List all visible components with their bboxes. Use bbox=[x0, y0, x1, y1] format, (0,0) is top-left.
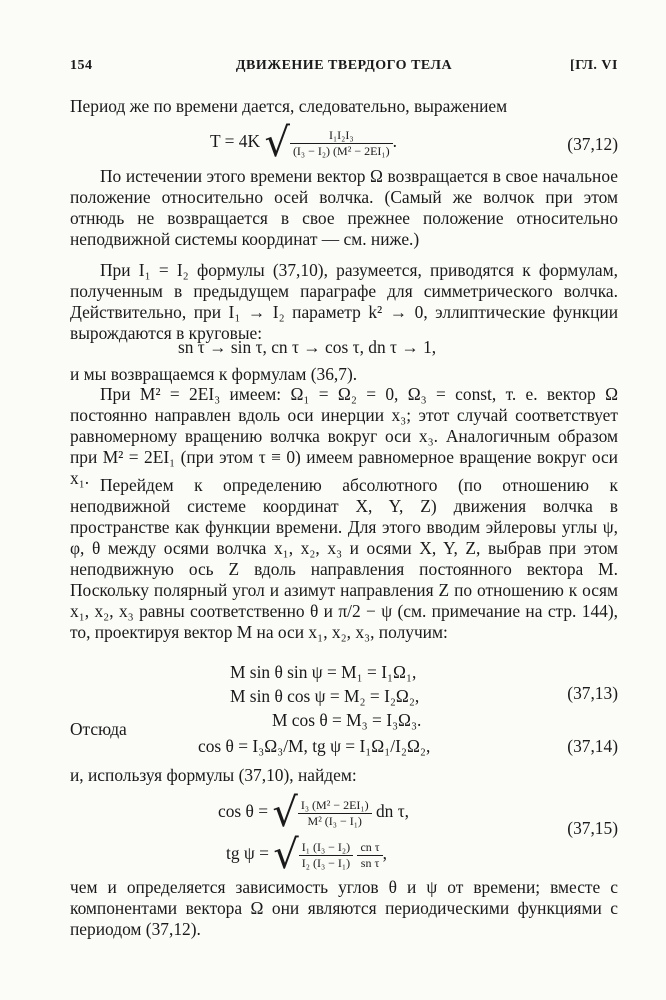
equation-number-37-15: (37,15) bbox=[567, 818, 618, 838]
paragraph-uniform-rotation: При M² = 2EI₃ имеем: Ω₁ = Ω₂ = 0, Ω₃ = const, т. е. вектор Ω постоянно направлен вдоль оси инерции x₃; этот случай соответствует равномерному вращению волчка вокруг оси x₃. Аналогичным образом при M² = 2EI₁ (при этом τ ≡ 0) имеем равномерное вращение вокруг оси x₁. bbox=[70, 384, 618, 488]
eq-37-15a-denominator: M² (I₃ − I₁) bbox=[307, 813, 362, 828]
eq-37-15a-fraction bbox=[298, 798, 372, 829]
equation-number-37-14: (37,14) bbox=[567, 736, 618, 756]
eq-37-15a-lhs: cos θ = bbox=[218, 801, 269, 821]
equation-degenerate: sn τ → sin τ, cn τ → cos τ, dn τ → 1, bbox=[178, 337, 437, 357]
chapter-label: [ГЛ. VI bbox=[570, 58, 618, 73]
paragraph-period: Период же по времени дается, следовательно, выражением bbox=[70, 96, 508, 116]
paragraph-symmetric: При I₁ = I₂ формулы (37,10), разумеется, приводятся к формулам, полученным в предыдущем параграфе для симметрического волчка. Действительно, при I₁ → I₂ параметр k² → 0, эллиптические функции вырождаются в круговые: bbox=[70, 260, 618, 343]
eq-37-12-denominator: (I₃ − I₂) (M² − 2EI₁) bbox=[292, 143, 390, 158]
sqrt-icon: √ bbox=[264, 120, 290, 166]
eq-37-15b-trig-fraction bbox=[357, 840, 382, 871]
eq-37-15b-trig-numerator: cn τ bbox=[357, 840, 382, 856]
eq-37-13-line-1: M sin θ sin ψ = M₁ = I₁Ω₁, bbox=[230, 662, 417, 682]
eq-37-12-numerator: I₁I₂I₃ bbox=[290, 128, 393, 144]
page-title: ДВИЖЕНИЕ ТВЕРДОГО ТЕЛА bbox=[235, 58, 453, 73]
paragraph-conclusion: чем и определяется зависимость углов θ и ψ от времени; вместе с компонентами вектора Ω они являются периодическими функциями с периодом (37,12). bbox=[70, 877, 618, 939]
equation-37-14: cos θ = I₃Ω₃/M, tg ψ = I₁Ω₁/I₂Ω₂, bbox=[198, 736, 431, 756]
paragraph-return: По истечении этого времени вектор Ω возвращается в свое начальное положение относительно осей волчка. (Самый же волчок при этом отнюдь не возвращается в свое прежнее положение относительно неподвижной системы координат — см. ниже.) bbox=[70, 166, 618, 249]
eq-37-15a-numerator: I₃ (M² − 2EI₁) bbox=[298, 798, 372, 814]
eq-37-15b-fraction bbox=[299, 840, 353, 871]
eq-37-15b-numerator: I₁ (I₃ − I₂) bbox=[299, 840, 353, 856]
eq-37-12-tail: . bbox=[392, 131, 397, 151]
sqrt-icon: √ bbox=[272, 790, 298, 836]
equation-number-37-13: (37,13) bbox=[567, 683, 618, 703]
equation-37-15b bbox=[226, 832, 387, 878]
paragraph-return-to-formulas: и мы возвращаемся к формулам (36,7). bbox=[70, 364, 358, 384]
eq-37-15b-trig-denominator: sn τ bbox=[360, 855, 380, 870]
running-header bbox=[70, 58, 618, 80]
page-number: 154 bbox=[70, 58, 93, 73]
equation-37-15a bbox=[218, 790, 409, 836]
eq-37-15b-lhs: tg ψ = bbox=[226, 843, 269, 863]
eq-37-15b-denominator: I₂ (I₃ − I₁) bbox=[301, 855, 351, 870]
eq-37-12-fraction bbox=[290, 128, 393, 159]
eq-37-13-line-3: M cos θ = M₃ = I₃Ω₃. bbox=[272, 710, 422, 730]
eq-37-15b-tail: , bbox=[382, 843, 387, 863]
eq-37-13-line-2: M sin θ cos ψ = M₂ = I₂Ω₂, bbox=[230, 686, 420, 706]
sqrt-icon: √ bbox=[273, 832, 299, 878]
equation-number-37-12: (37,12) bbox=[567, 134, 618, 154]
equation-37-12 bbox=[210, 120, 397, 166]
eq-37-12-lhs: T = 4K bbox=[210, 131, 261, 151]
paragraph-hence: Отсюда bbox=[70, 719, 127, 739]
eq-37-15a-tail: dn τ, bbox=[375, 801, 410, 821]
paragraph-euler-angles: Перейдем к определению абсолютного (по отношению к неподвижной системе координат X, Y, Z) движения волчка в пространстве как функции времени. Для этого вводим эйлеровы углы ψ, φ, θ между осями волчка x₁, x₂, x₃ и осями X, Y, Z, выбрав при этом неподвижную ось Z вдоль направления постоянного вектора M. Поскольку полярный угол и азимут направления Z по отношению к осям x₁, x₂, x₃ равны соответственно θ и π/2 − ψ (см. примечание на стр. 144), то, проектируя вектор M на оси x₁, x₂, x₃, получим: bbox=[70, 475, 618, 642]
paragraph-using-formulas: и, используя формулы (37,10), найдем: bbox=[70, 765, 357, 785]
